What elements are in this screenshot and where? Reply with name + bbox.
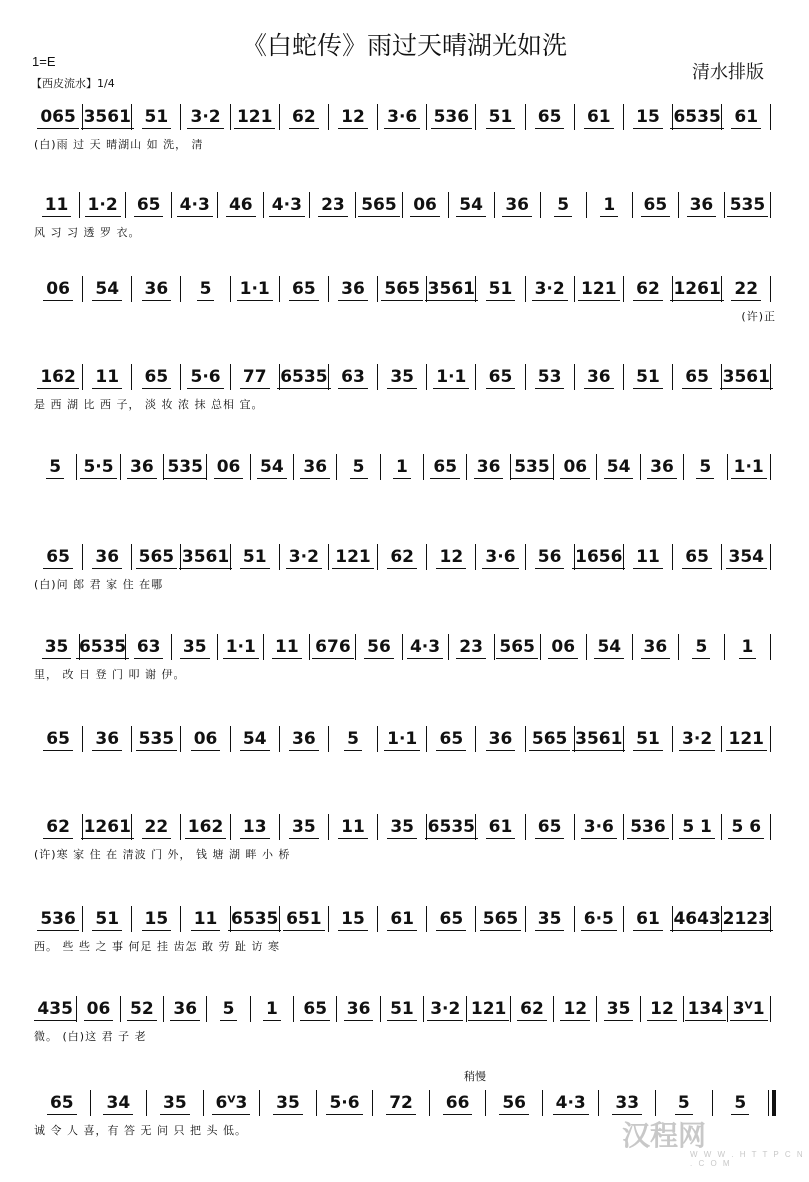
notes-line: [34, 188, 776, 228]
measure-notes: 4·3: [553, 1092, 589, 1115]
measure-notes: 6535: [76, 636, 129, 659]
measure-notes: 536: [431, 106, 473, 129]
notes-line: [34, 450, 776, 490]
measure-notes: 06: [191, 728, 221, 751]
measure-notes: 35: [387, 366, 417, 389]
final-barline: [772, 1090, 776, 1116]
measure-notes: 535: [136, 728, 178, 751]
measure-notes: 36: [338, 278, 368, 301]
measure-notes: 54: [92, 278, 122, 301]
measure-notes: 62: [517, 998, 547, 1021]
key-signature: 1=E: [32, 54, 56, 69]
measure-notes: 54: [456, 194, 486, 217]
measure-notes: 65: [486, 366, 516, 389]
measure-notes: 5: [220, 998, 238, 1021]
measure-notes: 5: [344, 728, 362, 751]
measure-notes: 56: [364, 636, 394, 659]
measure-notes: 65: [43, 728, 73, 751]
bar-line: [770, 454, 771, 480]
measure-notes: 34: [103, 1092, 133, 1115]
measure-notes: 61: [633, 908, 663, 931]
measure-notes: 51: [486, 278, 516, 301]
measure-notes: 3ⱽ1: [730, 998, 768, 1021]
measure-notes: 565: [381, 278, 423, 301]
bar-line: [770, 996, 771, 1022]
measure-notes: 1: [393, 456, 411, 479]
measure-notes: 65: [682, 366, 712, 389]
measure-notes: 3·2: [187, 106, 223, 129]
measure-notes: 53: [535, 366, 565, 389]
measure-notes: 6535: [228, 908, 281, 931]
measure-notes: 5·6: [187, 366, 223, 389]
notes-line: [34, 722, 776, 762]
banshi-meter: 【西皮流水】1/4: [31, 77, 115, 90]
measure-notes: 1: [600, 194, 618, 217]
measure-notes: 65: [682, 546, 712, 569]
measure-notes: 51: [387, 998, 417, 1021]
measure-notes: 6535: [425, 816, 478, 839]
measure-notes: 535: [727, 194, 769, 217]
lyrics-line: (白)问 郎 君 家 住 在哪: [34, 578, 164, 591]
measure-notes: 121: [332, 546, 374, 569]
measure-notes: 565: [358, 194, 400, 217]
measure-notes: 12: [338, 106, 368, 129]
measure-notes: 162: [185, 816, 227, 839]
measure-notes: 36: [641, 636, 671, 659]
notes-line: [34, 272, 776, 312]
measure-notes: 1·2: [85, 194, 121, 217]
measure-notes: 1: [263, 998, 281, 1021]
measure-notes: 35: [160, 1092, 190, 1115]
bar-line: [768, 1090, 769, 1116]
measure-notes: 676: [312, 636, 354, 659]
bar-line: [770, 634, 771, 660]
measure-notes: 51: [92, 908, 122, 931]
measure-notes: 5: [554, 194, 572, 217]
lyrics-line: (白)雨 过 天 晴湖山 如 洗， 清: [34, 138, 204, 151]
measure-notes: 51: [633, 366, 663, 389]
notes-line: [34, 540, 776, 580]
measure-notes: 54: [604, 456, 634, 479]
typesetter-credit: 清水排版: [692, 62, 764, 83]
measure-notes: 535: [164, 456, 206, 479]
measure-notes: 5·5: [80, 456, 116, 479]
measure-notes: 65: [300, 998, 330, 1021]
measure-notes: 121: [578, 278, 620, 301]
measure-notes: 435: [34, 998, 76, 1021]
measure-notes: 06: [43, 278, 73, 301]
measure-notes: 36: [647, 456, 677, 479]
measure-notes: 535: [511, 456, 553, 479]
measure-notes: 62: [289, 106, 319, 129]
measure-notes: 35: [604, 998, 634, 1021]
measure-notes: 565: [480, 908, 522, 931]
lyrics-line: 诚 令 人 喜，有 答 无 问 只 把 头 低。: [34, 1124, 247, 1137]
measure-notes: 52: [127, 998, 157, 1021]
measure-notes: 5 1: [679, 816, 715, 839]
measure-notes: 36: [474, 456, 504, 479]
measure-notes: 065: [37, 106, 79, 129]
measure-notes: 51: [142, 106, 172, 129]
measure-notes: 54: [240, 728, 270, 751]
bar-line: [770, 544, 771, 570]
lyrics-line: 西。 些 些 之 事 何足 挂 齿怎 敢 劳 趾 访 寒: [34, 940, 280, 953]
measure-notes: 5: [197, 278, 215, 301]
measure-notes: 3·6: [482, 546, 518, 569]
measure-notes: 4643: [670, 908, 723, 931]
measure-notes: 5: [350, 456, 368, 479]
bar-line: [770, 814, 771, 840]
measure-notes: 3561: [425, 278, 478, 301]
measure-notes: 36: [486, 728, 516, 751]
measure-notes: 5 6: [728, 816, 764, 839]
measure-notes: 61: [731, 106, 761, 129]
measure-notes: 77: [240, 366, 270, 389]
measure-notes: 54: [257, 456, 287, 479]
measure-notes: 36: [127, 456, 157, 479]
measure-notes: 35: [42, 636, 72, 659]
measure-notes: 12: [647, 998, 677, 1021]
measure-notes: 35: [387, 816, 417, 839]
measure-notes: 2123: [720, 908, 773, 931]
measure-notes: 23: [318, 194, 348, 217]
measure-notes: 3·2: [286, 546, 322, 569]
measure-notes: 6·5: [581, 908, 617, 931]
measure-notes: 536: [37, 908, 79, 931]
measure-notes: 36: [300, 456, 330, 479]
measure-notes: 36: [502, 194, 532, 217]
measure-notes: 61: [584, 106, 614, 129]
lyrics-line: 微。 (白)这 君 子 老: [34, 1030, 147, 1043]
measure-notes: 11: [92, 366, 122, 389]
measure-notes: 23: [456, 636, 486, 659]
watermark-logo: 汉程网: [622, 1119, 707, 1152]
measure-notes: 35: [535, 908, 565, 931]
notes-line: [34, 360, 776, 400]
measure-notes: 62: [633, 278, 663, 301]
measure-notes: 4·3: [269, 194, 305, 217]
measure-notes: 354: [726, 546, 768, 569]
notes-line: [34, 100, 776, 140]
lyrics-line: 风 习 习 透 罗 衣。: [34, 226, 141, 239]
measure-notes: 15: [142, 908, 172, 931]
measure-notes: 56: [535, 546, 565, 569]
lyrics-line: 里， 改 日 登 门 叩 谢 伊。: [34, 668, 186, 681]
lyrics-line: 是 西 湖 比 西 子， 淡 妆 浓 抹 总相 宜。: [34, 398, 264, 411]
measure-notes: 1·1: [433, 366, 469, 389]
measure-notes: 36: [289, 728, 319, 751]
measure-notes: 22: [731, 278, 761, 301]
measure-notes: 11: [633, 546, 663, 569]
measure-notes: 36: [170, 998, 200, 1021]
measure-notes: 35: [273, 1092, 303, 1115]
measure-notes: 36: [92, 546, 122, 569]
measure-notes: 11: [272, 636, 302, 659]
measure-notes: 65: [47, 1092, 77, 1115]
measure-notes: 5: [692, 636, 710, 659]
measure-notes: 12: [560, 998, 590, 1021]
measure-notes: 35: [289, 816, 319, 839]
measure-notes: 3561: [720, 366, 773, 389]
measure-notes: 5: [46, 456, 64, 479]
measure-notes: 36: [142, 278, 172, 301]
measure-notes: 36: [687, 194, 717, 217]
measure-notes: 5·6: [326, 1092, 362, 1115]
measure-notes: 06: [548, 636, 578, 659]
watermark-url: W W W . H T T P C N . C O M: [690, 1150, 805, 1168]
measure-notes: 72: [386, 1092, 416, 1115]
measure-notes: 3·6: [581, 816, 617, 839]
measure-notes: 12: [436, 546, 466, 569]
measure-notes: 15: [633, 106, 663, 129]
measure-notes: 65: [134, 194, 164, 217]
lyrics-line: (许)正: [741, 310, 776, 323]
measure-notes: 65: [641, 194, 671, 217]
measure-notes: 1: [739, 636, 757, 659]
measure-notes: 1·1: [237, 278, 273, 301]
measure-notes: 1·1: [384, 728, 420, 751]
measure-notes: 6ⱽ3: [212, 1092, 250, 1115]
notes-line: [34, 992, 776, 1032]
measure-notes: 33: [612, 1092, 642, 1115]
measure-notes: 56: [499, 1092, 529, 1115]
measure-notes: 13: [240, 816, 270, 839]
measure-notes: 35: [180, 636, 210, 659]
measure-notes: 3561: [572, 728, 625, 751]
measure-notes: 3·6: [384, 106, 420, 129]
measure-notes: 15: [338, 908, 368, 931]
measure-notes: 63: [134, 636, 164, 659]
measure-notes: 565: [529, 728, 571, 751]
tempo-marking: 稍慢: [464, 1071, 486, 1083]
lyrics-line: (许)寒 家 住 在 清波 门 外， 钱 塘 湖 畔 小 桥: [34, 848, 291, 861]
bar-line: [770, 104, 771, 130]
measure-notes: 65: [142, 366, 172, 389]
measure-notes: 36: [584, 366, 614, 389]
measure-notes: 1656: [572, 546, 625, 569]
measure-notes: 3561: [179, 546, 232, 569]
measure-notes: 162: [37, 366, 79, 389]
measure-notes: 11: [42, 194, 72, 217]
measure-notes: 62: [43, 816, 73, 839]
measure-notes: 06: [560, 456, 590, 479]
measure-notes: 65: [535, 106, 565, 129]
measure-notes: 134: [685, 998, 727, 1021]
measure-notes: 65: [430, 456, 460, 479]
measure-notes: 61: [486, 816, 516, 839]
measure-notes: 5: [675, 1092, 693, 1115]
measure-notes: 3561: [81, 106, 134, 129]
measure-notes: 61: [387, 908, 417, 931]
measure-notes: 4·3: [407, 636, 443, 659]
measure-notes: 6535: [277, 366, 330, 389]
measure-notes: 65: [436, 908, 466, 931]
bar-line: [770, 726, 771, 752]
measure-notes: 06: [214, 456, 244, 479]
measure-notes: 536: [627, 816, 669, 839]
measure-notes: 11: [191, 908, 221, 931]
measure-notes: 3·2: [679, 728, 715, 751]
measure-notes: 46: [226, 194, 256, 217]
measure-notes: 1·1: [223, 636, 259, 659]
measure-notes: 121: [234, 106, 276, 129]
measure-notes: 6535: [670, 106, 723, 129]
measure-notes: 65: [535, 816, 565, 839]
measure-notes: 565: [136, 546, 178, 569]
notes-line: [34, 810, 776, 850]
measure-notes: 5: [731, 1092, 749, 1115]
measure-notes: 1261: [670, 278, 723, 301]
measure-notes: 11: [338, 816, 368, 839]
measure-notes: 3·2: [532, 278, 568, 301]
measure-notes: 121: [468, 998, 510, 1021]
measure-notes: 06: [84, 998, 114, 1021]
bar-line: [770, 192, 771, 218]
measure-notes: 54: [594, 636, 624, 659]
measure-notes: 5: [696, 456, 714, 479]
measure-notes: 65: [43, 546, 73, 569]
measure-notes: 22: [142, 816, 172, 839]
measure-notes: 51: [240, 546, 270, 569]
measure-notes: 63: [338, 366, 368, 389]
notes-line: [34, 630, 776, 670]
measure-notes: 1·1: [731, 456, 767, 479]
measure-notes: 62: [387, 546, 417, 569]
measure-notes: 121: [726, 728, 768, 751]
measure-notes: 36: [92, 728, 122, 751]
measure-notes: 651: [283, 908, 325, 931]
measure-notes: 65: [436, 728, 466, 751]
measure-notes: 51: [633, 728, 663, 751]
measure-notes: 4·3: [177, 194, 213, 217]
measure-notes: 51: [486, 106, 516, 129]
measure-notes: 66: [443, 1092, 473, 1115]
measure-notes: 65: [289, 278, 319, 301]
measure-notes: 06: [410, 194, 440, 217]
measure-notes: 1261: [81, 816, 134, 839]
bar-line: [770, 276, 771, 302]
notes-line: [34, 902, 776, 942]
measure-notes: 36: [344, 998, 374, 1021]
measure-notes: 3·2: [427, 998, 463, 1021]
score-title: 《白蛇传》雨过天晴湖光如洗: [241, 31, 567, 60]
measure-notes: 565: [496, 636, 538, 659]
